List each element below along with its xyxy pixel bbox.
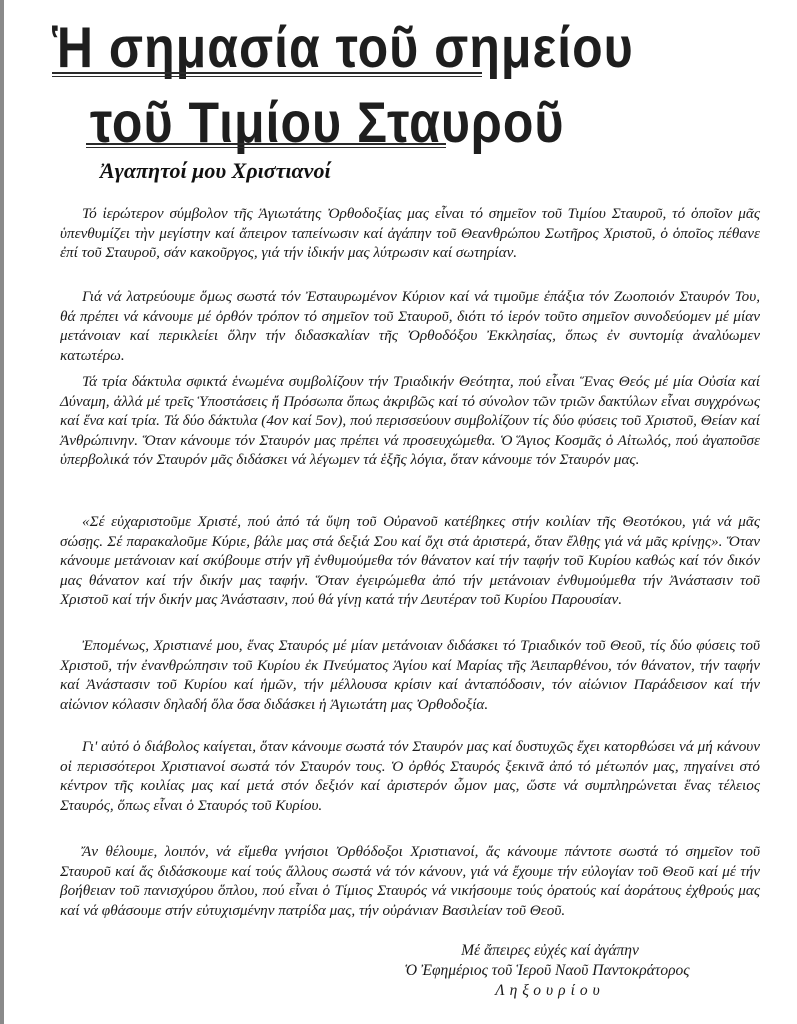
paragraph-5: Ἐπομένως, Χριστιανέ μου, ἕνας Σταυρός μέ μίαν μετάνοιαν διδάσκει τό Τριαδικόν τοῦ Θεοῦ, τίς δύο φύσεις τοῦ Χριστοῦ, τήν ἐνανθρώπησιν τοῦ Κυρίου ἐκ Πνεύματος Ἁγίου καί Μαρίας τῆς Ἀειπαρθένου, τόν θάνατον, τήν ταφήν καί Ἀνάστασιν τοῦ Κυρίου καί ἡμῶν, τήν μέλλουσα κρίσιν καί ἀνταπόδοσιν, τόν αἰώνιον Παράδεισον καί τήν αἰώνιον κόλασιν δηλαδή ὅλα ὅσα διδάσκει ἡ Ἁγιωτάτη μας Ὀρθοδοξία. [60,637,760,713]
paragraph-2: Γιά νά λατρεύουμε ὅμως σωστά τόν Ἐσταυρωμένον Κύριον καί νά τιμοῦμε ἐπάξια τόν Ζωοποιόν Σταυρόν Του, θά πρέπει νά κάνουμε μέ ὀρθόν τρόπον τό σημεῖον τοῦ Σταυροῦ, διότι τό ἱερόν τοῦτο σημεῖον συνοδεύομεν μέ μίαν μετάνοιαν καί περικλείει ὅλην τήν διδασκαλίαν τῆς Ὀρθοδόξου Ἐκκλησίας, ὅπως ἐν συντομίᾳ ἀναλύωμεν κατωτέρω. [60,288,760,364]
title-rule-bottom [86,143,446,145]
paragraph-4: «Σέ εὐχαριστοῦμε Χριστέ, πού ἀπό τά ὕψη τοῦ Οὐρανοῦ κατέβηκες στήν κοιλίαν τῆς Θεοτόκου, γιά νά μᾶς σώσῃς. Σέ παρακαλοῦμε Κύριε, βάλε μας στά δεξιά Σου καί ὄχι στά ἀριστερά, ὅταν ἔλθῃς γιά νά μᾶς κρίνῃς». Ὅταν κάνουμε μετάνοιαν καί σκύβουμε στήν γῆ ἐνθυμούμεθα τόν θάνατον καί τήν ταφήν τοῦ Κυρίου καθώς καί τόν δικόν μας θάνατον καί τήν δικήν μας ταφήν. Ὅταν ἐγειρώμεθα ἀπό τήν μετάνοιαν ἐνθυμούμεθα τήν Ἀνάστασιν τοῦ Χριστοῦ καί τήν δικήν μας Ἀνάστασιν, πού θά γίνῃ κατά τήν Δευτέραν τοῦ Κυρίου Παρουσίαν. [60,513,760,609]
signature-author: Ὁ Ἐφημέριος τοῦ Ἱεροῦ Ναοῦ Παντοκράτορος [404,962,690,979]
signature-place: Ληξουρίου [495,982,605,999]
paragraph-6: Γι' αὐτό ὁ διάβολος καίγεται, ὅταν κάνουμε σωστά τόν Σταυρόν μας καί δυστυχῶς ἔχει κατορθώσει νά μή κάνουν οἱ περισσότεροι Χριστιανοί σωστά τόν Σταυρόν τους. Ὁ ὀρθός Σταυρός ξεκινᾶ ἀπό τό μέτωπόν μας, πηγαίνει στό κέντρον τῆς κοιλίας μας καί μετά στόν δεξιόν καί ἀριστερόν ὦμον μας, ὥστε νά συμπληρώνεται ἕνας τέλειος Σταυρός, ὅπως εἶναι ὁ Σταυρός τοῦ Κυρίου. [60,738,760,814]
title-rule-top-thin [52,76,482,77]
title-line-1: Ἡ σημασία τοῦ σημείου [52,15,634,80]
greeting-heading: Ἀγαπητοί μου Χριστιανοί [100,158,331,183]
paragraph-3: Τά τρία δάκτυλα σφικτά ἑνωμένα συμβολίζουν τήν Τριαδικήν Θεότητα, πού εἶναι Ἕνας Θεός μέ μία Οὐσία καί Δύναμη, ἀλλά μέ τρεῖς Ὑποστάσεις ἤ Πρόσωπα ὅπως ἀκριβῶς καί τό σύνολον τῶν τριῶν δακτύλων εἶναι συγχρόνως καί ἕνα καί τρία. Τά δύο δάκτυλα (4ον καί 5ον), πού περισσεύουν συμβολίζουν τίς δύο φύσεις τοῦ Χριστοῦ, Θείαν καί Ἀνθρώπινην. Ὅταν κάνουμε τόν Σταυρόν μας πρέπει νά προσευχώμεθα. Ὁ Ἅγιος Κοσμᾶς ὁ Αἰτωλός, πού ἀγαποῦσε ὑπερβολικά τόν Σταυρόν μᾶς διδάσκει νά λέγωμεν τά ἑξῆς λόγια, ὅταν κάνουμε τόν Σταυρόν μας. [60,373,760,469]
paragraph-7: Ἄν θέλουμε, λοιπόν, νά εἴμεθα γνήσιοι Ὀρθόδοξοι Χριστιανοί, ἄς κάνουμε πάντοτε σωστά τό σημεῖον τοῦ Σταυροῦ καί ἄς διδάσκουμε καί τούς ἄλλους σωστά νά τόν κάνουν, γιά νά ἔχουμε τήν εὐλογίαν τοῦ Θεοῦ καί μέ τήν βοήθειαν τοῦ πανισχύρου ὅπλου, πού εἶναι ὁ Τίμιος Σταυρός νά νικήσουμε τούς ὁρατούς καί ἀοράτους ἐχθρούς μας καί νά φθάσουμε στήν εὐτυχισμένην πατρίδα μας, τήν οὐράνιαν Βασιλείαν τοῦ Θεοῦ. [60,843,760,919]
signature-closing: Μέ ἄπειρες εὐχές καί ἀγάπην [461,942,639,959]
title-line-2: τοῦ Τιμίου Σταυροῦ [90,90,565,155]
title-rule-bottom-thin [86,147,446,148]
paragraph-1: Τό ἱερώτερον σύμβολον τῆς Ἁγιωτάτης Ὀρθοδοξίας μας εἶναι τό σημεῖον τοῦ Τιμίου Σταυροῦ, τό ὁποῖον μᾶς ὑπενθυμίζει τὴν μεγίστην καί ἄπειρον ταπείνωσιν καί ἀγάπην τοῦ Θεανθρώπου Σωτῆρος Χριστοῦ, ὁ ὁποῖος πέθανε ἐπί τοῦ Σταυροῦ, σάν κακοῦργος, γιά τήν ἰδικήν μας λύτρωσιν καί σωτηρίαν. [60,205,760,262]
title-rule-top [52,72,482,74]
page-left-edge [0,0,4,1024]
